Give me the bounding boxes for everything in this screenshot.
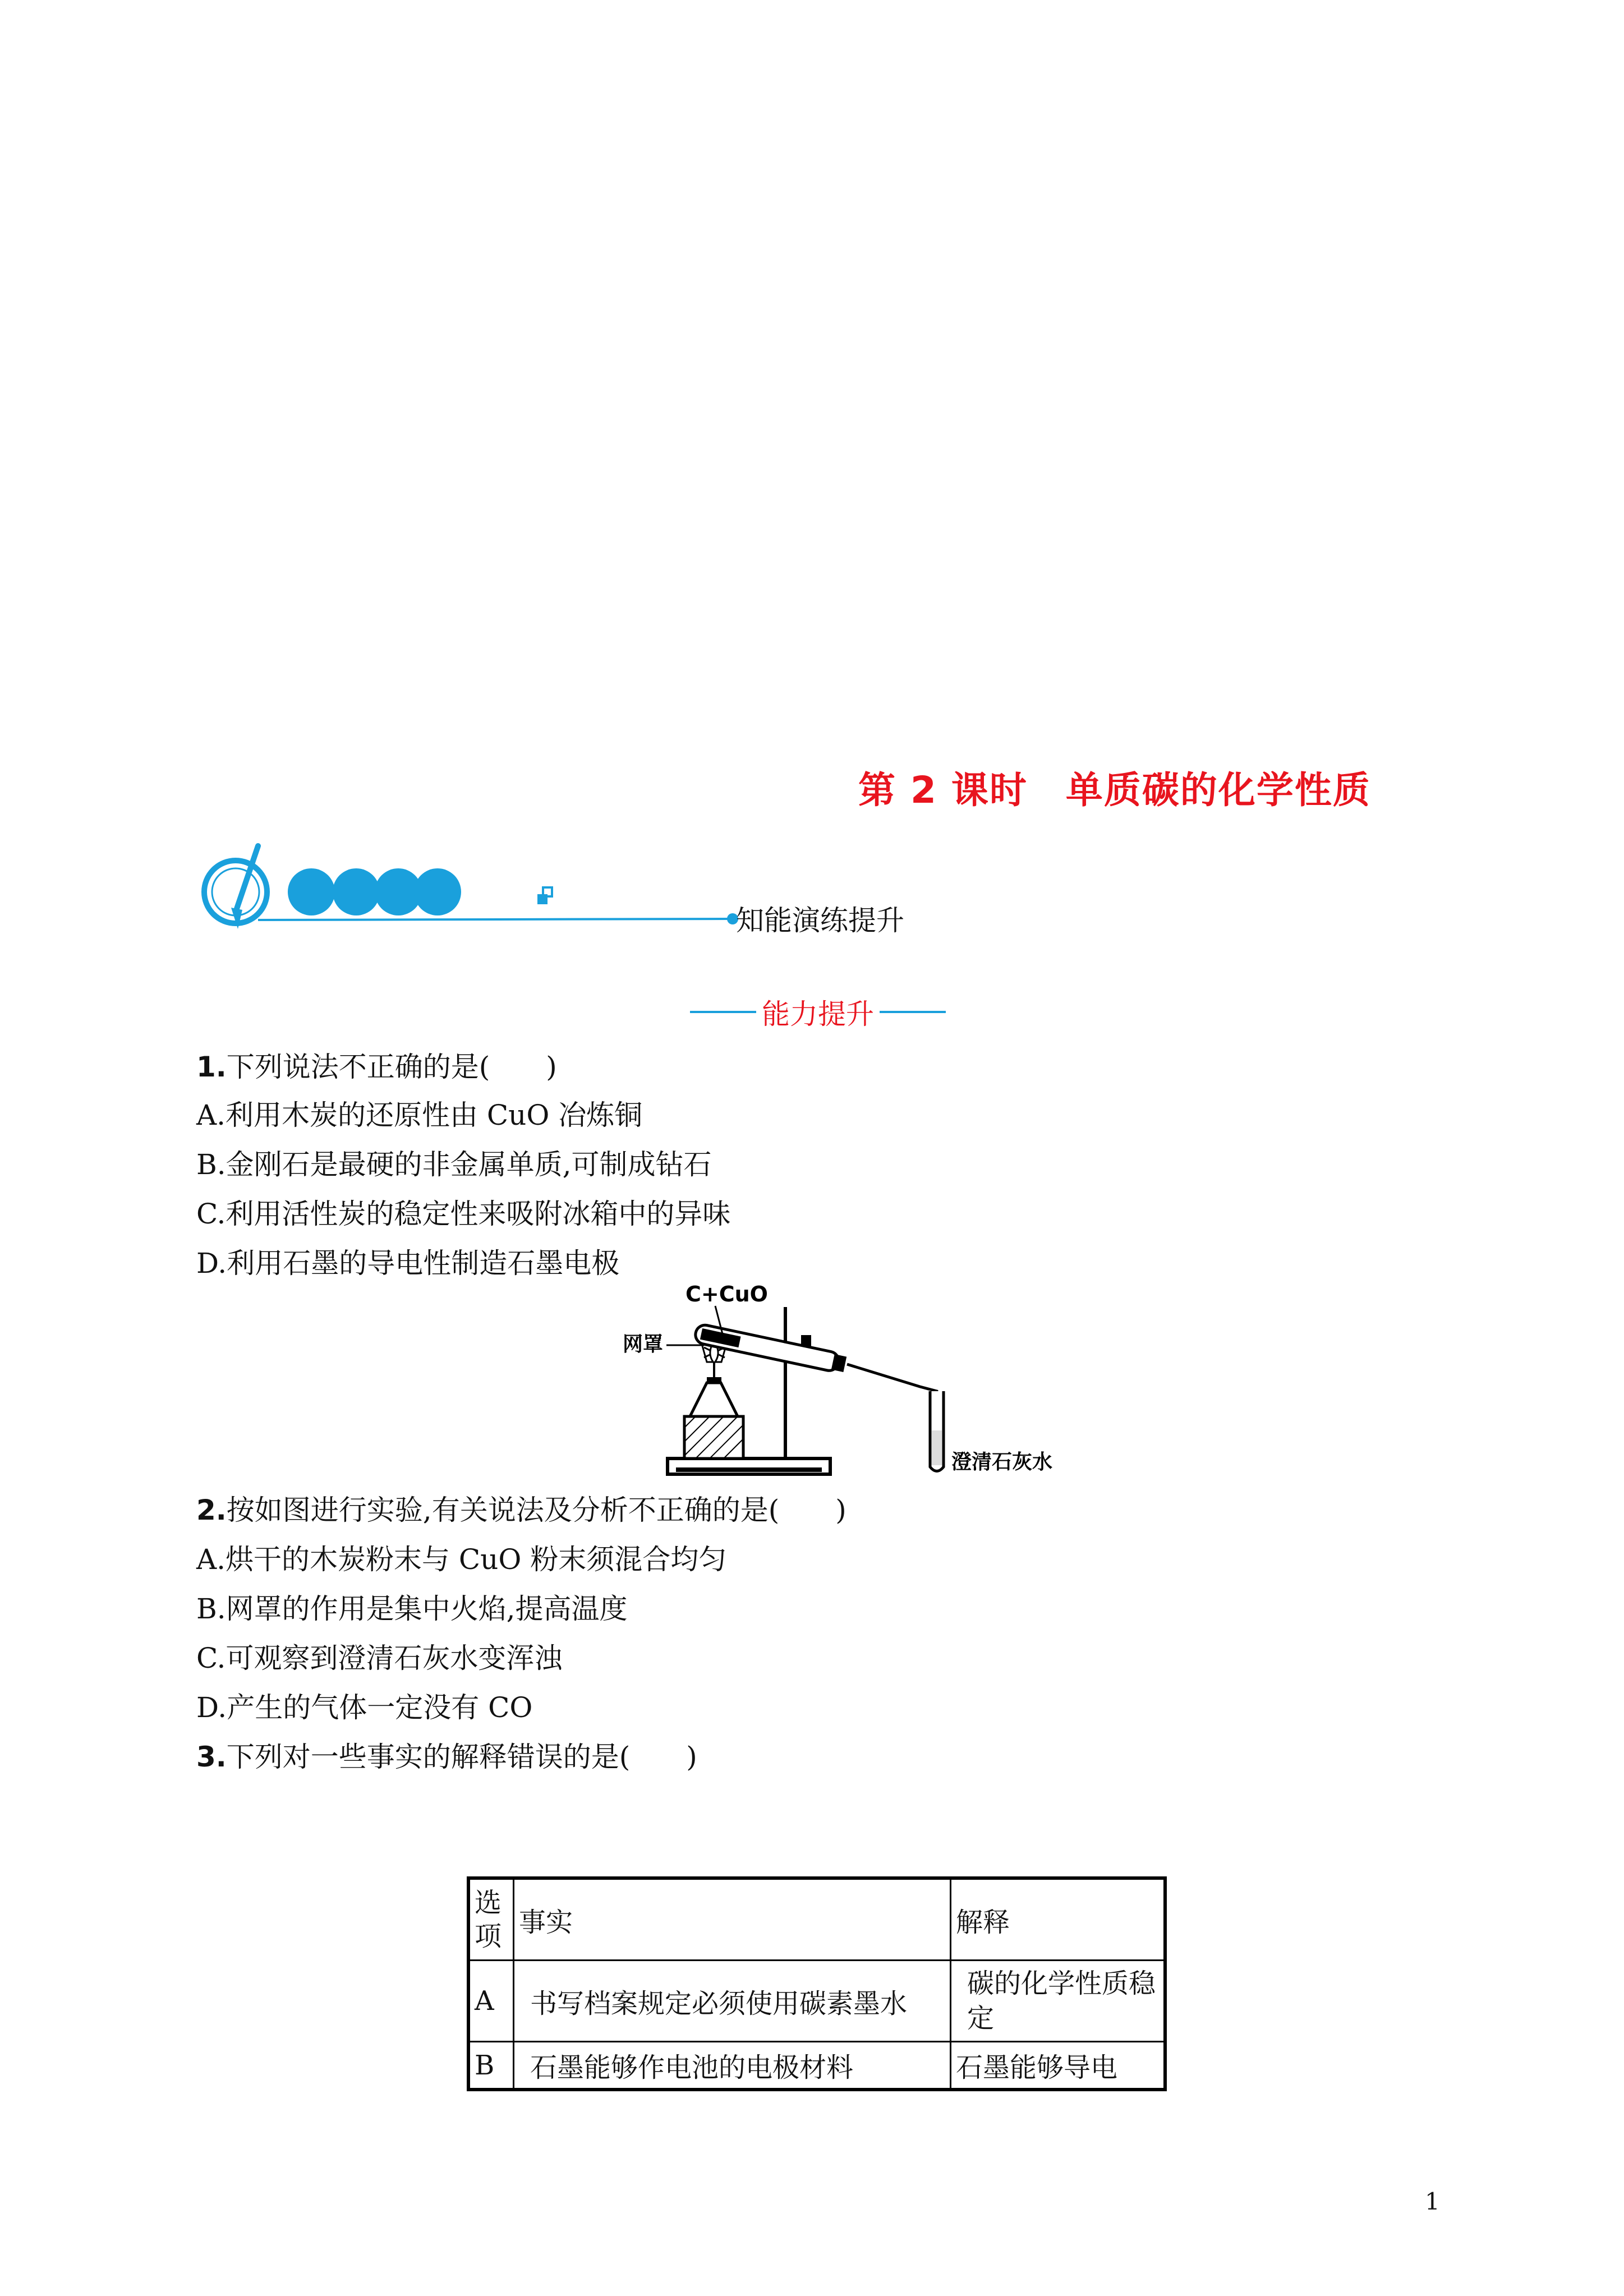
table-cell: B bbox=[468, 2042, 514, 2090]
experiment-apparatus-figure bbox=[623, 1279, 1053, 1487]
banner-dot bbox=[414, 868, 461, 915]
page-number: 1 bbox=[1425, 2188, 1440, 2215]
section-heading-text: 能力提升 bbox=[762, 998, 874, 1030]
table-header-cell: 事实 bbox=[514, 1878, 951, 1961]
question-1-stem: 1.下列说法不正确的是( ) bbox=[196, 1051, 557, 1083]
question-2-option-b: B.网罩的作用是集中火焰,提高温度 bbox=[196, 1593, 628, 1625]
gauze-label: 网罩 bbox=[623, 1333, 664, 1356]
question-2-stem: 2.按如图进行实验,有关说法及分析不正确的是( ) bbox=[196, 1494, 846, 1526]
table-cell: A bbox=[468, 1961, 514, 2042]
banner-dot bbox=[333, 868, 380, 915]
table-row bbox=[468, 2042, 1165, 2090]
table-cell: 书写档案规定必须使用碳素墨水 bbox=[514, 1961, 951, 2042]
table-header-row bbox=[468, 1878, 1165, 1961]
section-heading bbox=[690, 992, 946, 1032]
banner-dot bbox=[288, 868, 335, 915]
table-header-cell: 选项 bbox=[468, 1878, 514, 1961]
divider bbox=[880, 1011, 946, 1013]
question-1-option-a: A.利用木炭的还原性由 CuO 冶炼铜 bbox=[196, 1099, 643, 1131]
banner-label: 知能演练提升 bbox=[736, 904, 904, 937]
question-2-option-d: D.产生的气体一定没有 CO bbox=[196, 1691, 533, 1724]
question-1-option-b: B.金刚石是最硬的非金属单质,可制成钻石 bbox=[196, 1148, 712, 1181]
table-cell: 碳的化学性质稳定 bbox=[951, 1961, 1166, 2042]
reactant-label: C+CuO bbox=[686, 1282, 768, 1306]
lesson-title: 第 2 课时 单质碳的化学性质 bbox=[858, 769, 1371, 812]
question-1-option-d: D.利用石墨的导电性制造石墨电极 bbox=[196, 1247, 620, 1280]
table-cell: 石墨能够作电池的电极材料 bbox=[514, 2042, 951, 2090]
divider bbox=[690, 1011, 756, 1013]
table-row bbox=[468, 1961, 1165, 2042]
banner-graphic bbox=[191, 836, 752, 948]
question-1-option-c: C.利用活性炭的稳定性来吸附冰箱中的异味 bbox=[196, 1198, 731, 1230]
facts-table bbox=[467, 1876, 1167, 2091]
question-2-option-c: C.可观察到澄清石灰水变浑浊 bbox=[196, 1642, 563, 1674]
limewater-label: 澄清石灰水 bbox=[951, 1451, 1053, 1474]
table-header-cell: 解释 bbox=[951, 1878, 1166, 1961]
table-cell: 石墨能够导电 bbox=[951, 2042, 1166, 2090]
question-2-option-a: A.烘干的木炭粉末与 CuO 粉末须混合均匀 bbox=[196, 1543, 727, 1576]
question-3-stem: 3.下列对一些事实的解释错误的是( ) bbox=[196, 1741, 697, 1773]
